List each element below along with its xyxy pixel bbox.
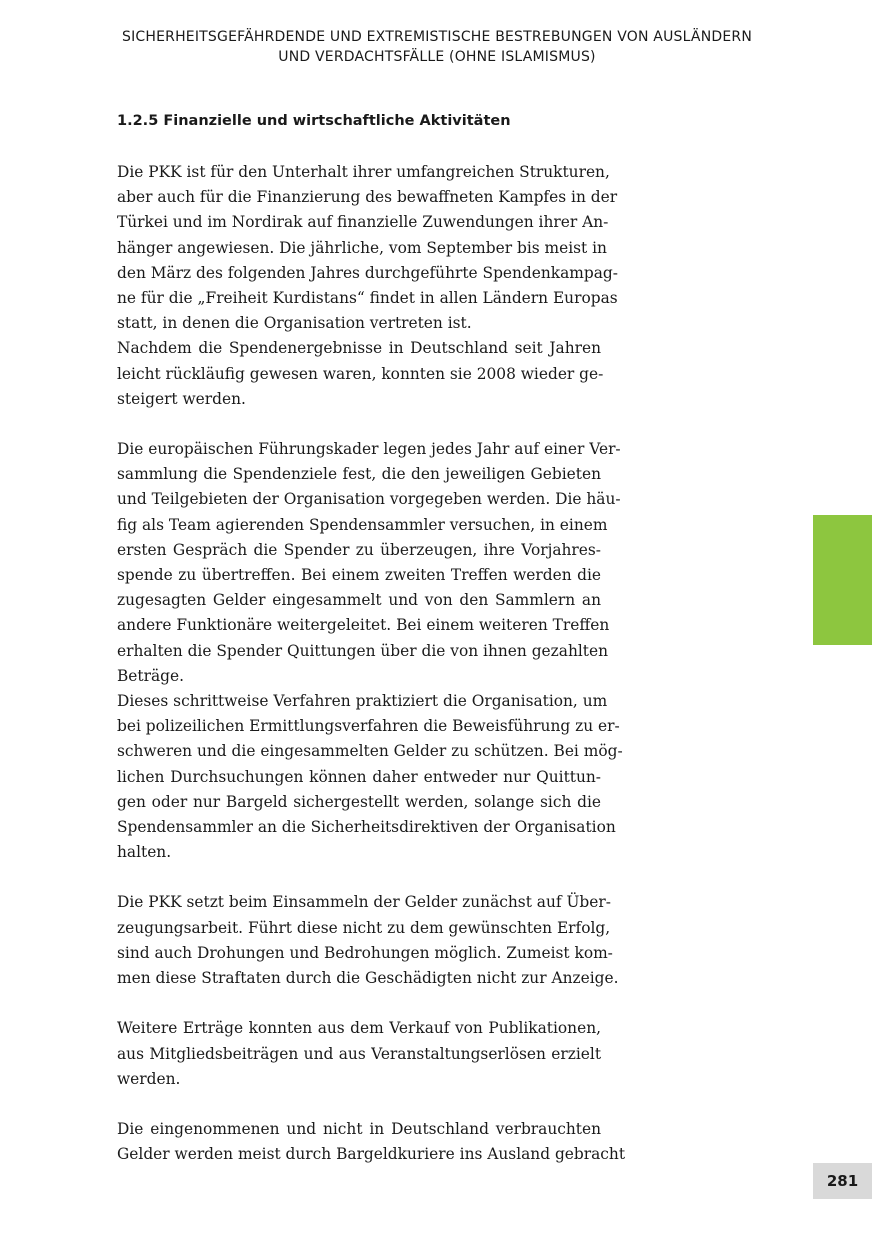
body-text (117, 160, 626, 1168)
text-line: lichen Durchsuchungen können daher entweder nur Quittun- (117, 767, 601, 786)
paragraph (117, 1117, 626, 1167)
text-line: men diese Straftaten durch die Geschädigten nicht zur Anzeige. (117, 969, 619, 987)
running-header-line-1: SICHERHEITSGEFÄHRDENDE UND EXTREMISTISCHE BESTREBUNGEN VON AUSLÄNDERN (121, 29, 752, 45)
text-line: Die europäischen Führungskader legen jedes Jahr auf einer Ver- (117, 440, 621, 459)
text-line: werden. (117, 1069, 181, 1088)
paragraph (117, 336, 604, 412)
running-header (0, 27, 874, 67)
paragraph-gap (117, 412, 601, 437)
text-line: aus Mitgliedsbeiträgen und aus Veranstaltungserlösen erzielt (117, 1044, 601, 1063)
chapter-side-tab (813, 515, 872, 645)
text-line: bei polizeilichen Ermittlungsverfahren die Beweisführung zu er- (117, 717, 620, 736)
text-line: hänger angewiesen. Die jährliche, vom September bis meist in (117, 238, 607, 257)
text-line: und Teilgebieten der Organisation vorgegeben werden. Die häu- (117, 490, 621, 509)
text-line: sammlung die Spendenziele fest, die den jeweiligen Gebieten (117, 465, 601, 484)
text-line: aber auch für die Finanzierung des bewaffneten Kampfes in der (117, 188, 618, 207)
text-line: gen oder nur Bargeld sichergestellt werden, solange sich die (117, 792, 601, 811)
paragraph (117, 160, 618, 336)
text-line: zugesagten Gelder eingesammelt und von den Sammlern an (117, 591, 601, 610)
text-line: Beträge. (117, 666, 184, 685)
text-line: statt, in denen die Organisation vertreten ist. (117, 314, 472, 333)
text-line: Gelder werden meist durch Bargeldkuriere ins Ausland gebracht (117, 1145, 626, 1164)
text-line: spende zu übertreffen. Bei einem zweiten Treffen werden die (117, 566, 601, 584)
text-line: Spendensammler an die Sicherheitsdirektiven der Organisation (117, 817, 616, 836)
text-line: Die PKK ist für den Unterhalt ihrer umfangreichen Strukturen, (117, 163, 610, 181)
text-line: Nachdem die Spendenergebnisse in Deutschland seit Jahren (117, 339, 601, 358)
text-line: andere Funktionäre weitergeleitet. Bei einem weiteren Treffen (117, 616, 610, 635)
text-line: leicht rückläufig gewesen waren, konnten sie 2008 wieder ge- (117, 364, 604, 383)
text-line: Weitere Erträge konnten aus dem Verkauf von Publikationen, (117, 1019, 601, 1038)
text-line: Die eingenommenen und nicht in Deutschland verbrauchten (117, 1120, 601, 1139)
paragraph (117, 890, 619, 991)
paragraph-gap (117, 865, 601, 890)
text-line: fig als Team agierenden Spendensammler versuchen, in einem (117, 515, 608, 534)
paragraph (117, 689, 623, 865)
text-line: Die PKK setzt beim Einsammeln der Gelder zunächst auf Über- (117, 893, 611, 912)
text-line: Dieses schrittweise Verfahren praktiziert die Organisation, um (117, 691, 608, 710)
paragraph-gap (117, 1092, 601, 1117)
text-line: zeugungsarbeit. Führt diese nicht zu dem gewünschten Erfolg, (117, 918, 611, 937)
text-line: Türkei und im Nordirak auf finanzielle Zuwendungen ihrer An- (117, 213, 609, 232)
text-line: erhalten die Spender Quittungen über die von ihnen gezahlten (117, 641, 608, 660)
section-heading: 1.2.5 Finanzielle und wirtschaftliche Aktivitäten (117, 113, 511, 129)
paragraph-gap (117, 991, 601, 1016)
page-number-box (813, 1163, 872, 1199)
running-header-line-2: UND VERDACHTSFÄLLE (OHNE ISLAMISMUS) (278, 49, 596, 65)
text-line: ersten Gespräch die Spender zu überzeugen, ihre Vorjahres- (117, 540, 601, 559)
text-line: ne für die „Freiheit Kurdistans“ findet in allen Ländern Europas (117, 288, 618, 307)
text-line: schweren und die eingesammelten Gelder zu schützen. Bei mög- (117, 742, 623, 761)
paragraph (117, 437, 621, 689)
text-line: sind auch Drohungen und Bedrohungen möglich. Zumeist kom- (117, 943, 613, 962)
paragraph (117, 1016, 601, 1092)
text-line: den März des folgenden Jahres durchgeführte Spendenkampag- (117, 263, 618, 282)
text-line: halten. (117, 843, 172, 862)
text-line: steigert werden. (117, 389, 246, 408)
page-number: 281 (826, 1172, 859, 1190)
